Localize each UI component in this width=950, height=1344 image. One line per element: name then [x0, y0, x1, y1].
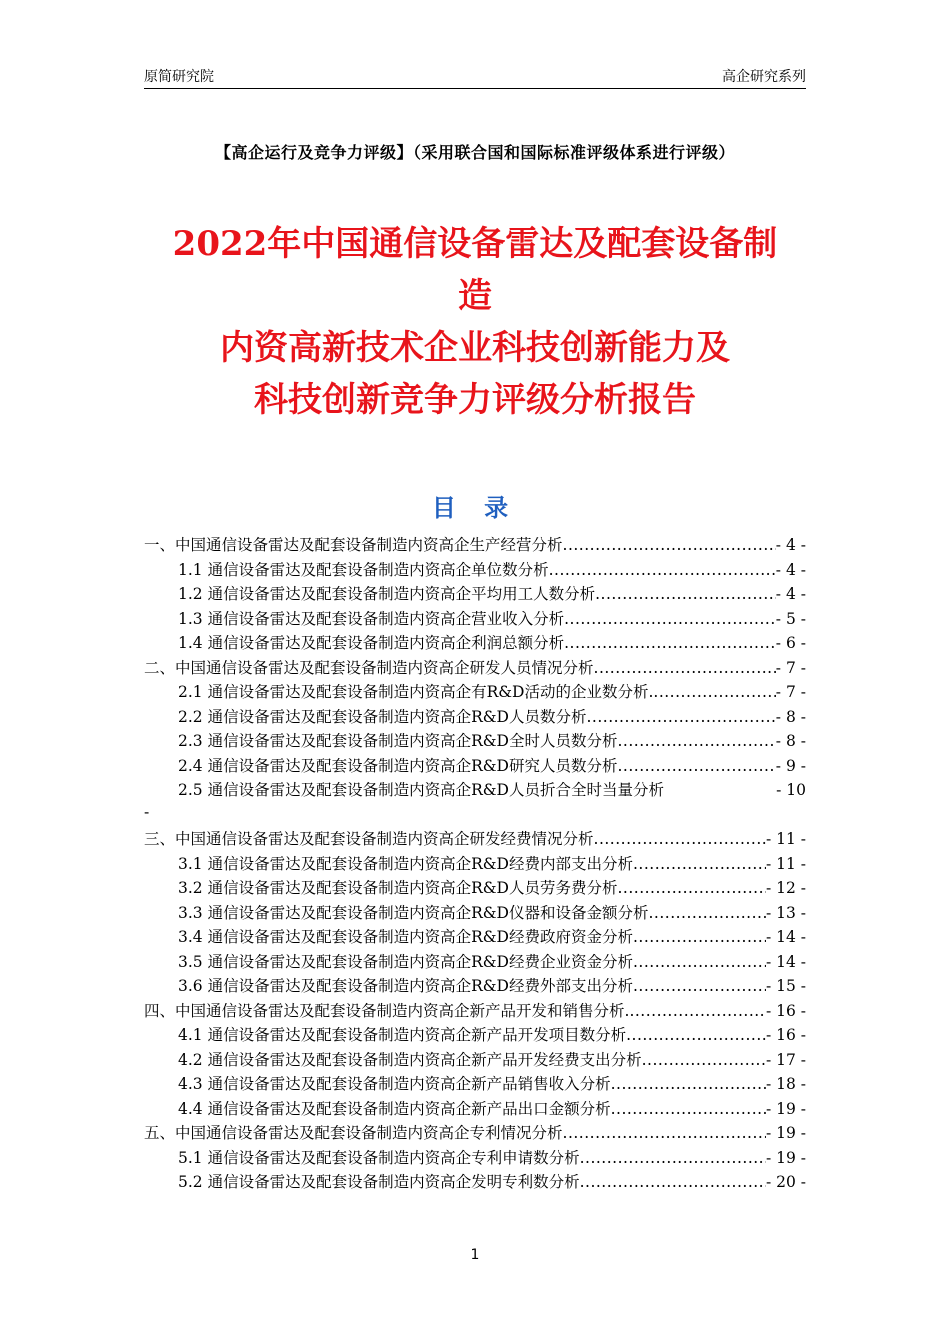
toc-entry[interactable] [144, 705, 806, 730]
toc-dot-leader [594, 830, 766, 848]
toc-entry[interactable] [144, 558, 806, 583]
toc-entry-page: - 11 - [765, 830, 806, 848]
toc-dot-leader [633, 928, 766, 946]
toc-dot-leader [642, 1051, 766, 1069]
toc-entry-page: - 14 - [765, 952, 806, 971]
title-line-1: 2022年中国通信设备雷达及配套设备制 [172, 224, 778, 264]
toc-dot-leader [633, 953, 766, 971]
toc-entry-page: - 5 - [775, 609, 806, 628]
toc-dot-leader [595, 585, 776, 603]
toc-entry[interactable] [144, 729, 806, 754]
toc-entry-label: 4.1 通信设备雷达及配套设备制造内资高企新产品开发项目数分析 [178, 1026, 627, 1044]
toc-entry[interactable] [144, 876, 806, 901]
toc-dot-leader [580, 1173, 766, 1191]
toc-entry-page: - 16 - [765, 1001, 806, 1020]
toc-entry-label: 1.1 通信设备雷达及配套设备制造内资高企单位数分析 [178, 560, 549, 579]
toc-entry[interactable] [144, 1097, 806, 1122]
toc-dot-leader [563, 536, 776, 554]
toc-dot-leader [648, 904, 765, 922]
toc-entry-page: - 17 - [765, 1050, 806, 1069]
toc-entry-label: 2.4 通信设备雷达及配套设备制造内资高企R&D研究人员数分析 [178, 756, 618, 775]
page-header [144, 66, 806, 89]
toc-entry-label: 四、中国通信设备雷达及配套设备制造内资高企新产品开发和销售分析. [144, 1001, 630, 1020]
toc-entry-label: 2.3 通信设备雷达及配套设备制造内资高企R&D全时人员数分析 [178, 732, 618, 750]
toc-entry-label: 一、中国通信设备雷达及配套设备制造内资高企生产经营分析 [144, 536, 563, 554]
toc-entry[interactable] [144, 852, 806, 877]
rating-line: 【高企运行及竞争力评级】（采用联合国和国际标准评级体系进行评级） [214, 143, 735, 162]
toc-entry-page: - 14 - [765, 928, 806, 946]
toc-dot-leader [564, 610, 776, 628]
toc-dot-leader [617, 732, 775, 750]
toc-entry[interactable] [144, 999, 806, 1024]
toc-entry-label: 3.5 通信设备雷达及配套设备制造内资高企R&D经费企业资金分析 [178, 952, 633, 971]
toc-entry-label: 三、中国通信设备雷达及配套设备制造内资高企研发经费情况分析 [144, 830, 594, 848]
toc-entry-page: - 12 - [765, 879, 806, 897]
toc-dot-leader [563, 1124, 766, 1142]
toc-entry-page: - 4 - [775, 585, 806, 603]
header-series-name: 高企研究系列 [722, 69, 806, 85]
toc-entry[interactable] [144, 1072, 806, 1097]
toc-entry[interactable] [144, 582, 806, 607]
toc-entry-page: - 19 - [765, 1099, 806, 1118]
toc-entry[interactable] [144, 778, 806, 803]
toc-entry-label: 5.2 通信设备雷达及配套设备制造内资高企发明专利数分析 [178, 1173, 580, 1191]
toc-entry[interactable] [144, 1048, 806, 1073]
toc-entry-page: - 13 - [765, 903, 806, 922]
page-number: 1 [470, 1247, 480, 1263]
toc-entry[interactable] [144, 1023, 806, 1048]
toc-entry[interactable] [144, 901, 806, 926]
toc-entry-page: - 20 - [765, 1173, 806, 1191]
toc-dot-leader [633, 855, 766, 873]
title-line-2: 造 [458, 276, 492, 316]
toc-entry-page: - 6 - [775, 634, 806, 652]
toc-dot-leader [586, 708, 775, 726]
toc-entry-page: - 4 - [775, 560, 806, 579]
toc-entry-label: 2.2 通信设备雷达及配套设备制造内资高企R&D人员数分析 [178, 707, 587, 726]
toc-entry[interactable] [144, 950, 806, 975]
toc-entry-label: 五、中国通信设备雷达及配套设备制造内资高企专利情况分析 [144, 1124, 563, 1142]
toc-dot-leader [611, 1100, 766, 1118]
toc-entry-page: - 7 - [775, 683, 806, 701]
toc-entry-label: 2.5 通信设备雷达及配套设备制造内资高企R&D人员折合全时当量分析 [178, 781, 664, 799]
toc-entry[interactable] [144, 1121, 806, 1146]
toc-dot-leader [594, 659, 776, 677]
toc-heading: 目 录 [431, 494, 519, 522]
toc-entry[interactable] [144, 607, 806, 632]
toc-dot-leader [653, 683, 775, 701]
toc-entry-label: 3.6 通信设备雷达及配套设备制造内资高企R&D经费外部支出分析 [178, 977, 633, 995]
toc-entry-label: 4.4 通信设备雷达及配套设备制造内资高企新产品出口金额分析 [178, 1099, 611, 1118]
toc-entry[interactable] [144, 827, 806, 852]
toc-entry[interactable] [144, 631, 806, 656]
report-title [144, 218, 806, 426]
toc-entry-label: 1.4 通信设备雷达及配套设备制造内资高企利润总额分析 [178, 634, 565, 652]
toc-dot-leader [617, 879, 765, 897]
toc-entry-label: 二、中国通信设备雷达及配套设备制造内资高企研发人员情况分析 [144, 658, 594, 677]
toc-dot-leader [549, 561, 776, 579]
toc-entry-label: 4.2 通信设备雷达及配套设备制造内资高企新产品开发经费支出分析 [178, 1050, 642, 1069]
toc-entry-label: 1.3 通信设备雷达及配套设备制造内资高企营业收入分析 [178, 609, 565, 628]
toc-entry-page: - 19 - [765, 1148, 806, 1167]
toc-entry[interactable] [144, 680, 806, 705]
toc-entry-page: - 18 - [765, 1075, 806, 1093]
toc-entry-page: - 15 - [765, 977, 806, 995]
toc-entry-label: 3.1 通信设备雷达及配套设备制造内资高企R&D经费内部支出分析 [178, 854, 633, 873]
toc-entry-label: 5.1 通信设备雷达及配套设备制造内资高企专利申请数分析 [178, 1148, 580, 1167]
title-line-4: 科技创新竞争力评级分析报告 [254, 380, 696, 420]
toc-entry-label: 3.2 通信设备雷达及配套设备制造内资高企R&D人员劳务费分析 [178, 879, 618, 897]
title-line-3: 内资高新技术企业科技创新能力及 [220, 328, 730, 368]
toc-entry-page: - 4 - [775, 536, 806, 554]
toc-entry-page: - 19 - [765, 1124, 806, 1142]
toc-entry-label: 3.3 通信设备雷达及配套设备制造内资高企R&D仪器和设备金额分析 [178, 903, 649, 922]
toc-entry[interactable] [144, 974, 806, 999]
toc-entry[interactable] [144, 533, 806, 558]
toc-entry[interactable] [144, 1146, 806, 1171]
toc-entry-label: 2.1 通信设备雷达及配套设备制造内资高企有R&D活动的企业数分析. [178, 683, 654, 701]
toc-entry-label: 1.2 通信设备雷达及配套设备制造内资高企平均用工人数分析 [178, 585, 596, 603]
toc-entry-page: - 11 - [765, 854, 806, 873]
toc-entry-page: - 10 [776, 781, 806, 799]
toc-entry-page: - 16 - [765, 1026, 806, 1044]
toc-entry-page: - 8 - [775, 707, 806, 726]
toc-dot-leader [580, 1149, 766, 1167]
toc-entry[interactable] [144, 754, 806, 779]
toc-dot-leader [564, 634, 776, 652]
toc-dot-leader [617, 757, 775, 775]
toc-dot-leader [633, 977, 766, 995]
toc-entry-label: 4.3 通信设备雷达及配套设备制造内资高企新产品销售收入分析 [178, 1075, 611, 1093]
toc-dot-leader [629, 1002, 766, 1020]
toc-entry-page: - 9 - [775, 756, 806, 775]
toc-entry[interactable] [144, 656, 806, 681]
toc-entry[interactable] [144, 1170, 806, 1195]
toc-entry-label: 3.4 通信设备雷达及配套设备制造内资高企R&D经费政府资金分析 [178, 928, 633, 946]
toc-entry-page: - 7 - [775, 658, 806, 677]
table-of-contents [144, 533, 806, 1195]
toc-entry-page: - 8 - [775, 732, 806, 750]
toc-entry[interactable] [144, 925, 806, 950]
toc-dot-leader [626, 1026, 766, 1044]
toc-dot-leader [611, 1075, 766, 1093]
toc-entry-page-wrap: - [144, 802, 150, 821]
header-org-name: 原简研究院 [144, 69, 214, 85]
